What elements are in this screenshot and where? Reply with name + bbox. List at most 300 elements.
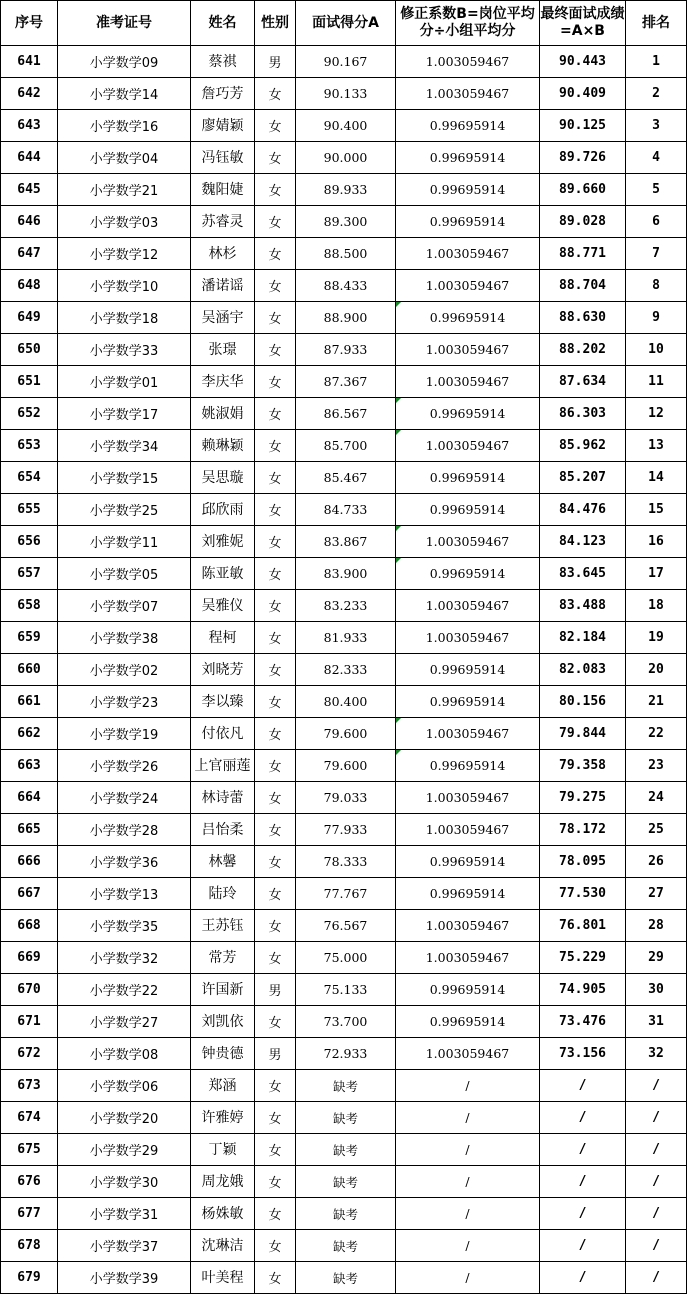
cell-gender-text: 女 [268, 1016, 282, 1031]
cell-coefficient-b-text: 1.003059467 [425, 534, 510, 549]
cell-coefficient-b [396, 398, 540, 430]
cell-final-score-text: 84.476 [559, 502, 606, 517]
cell-exam-id [58, 142, 191, 174]
cell-gender-text: 女 [268, 856, 282, 871]
cell-seq [1, 494, 58, 526]
cell-score-a-text: 85.467 [323, 470, 368, 485]
cell-rank [626, 718, 687, 750]
cell-rank [626, 1198, 687, 1230]
cell-final-score-text: 79.844 [559, 726, 606, 741]
cell-exam-id-text: 小学数学15 [89, 472, 159, 487]
table-row [1, 302, 687, 334]
cell-final-score [540, 590, 626, 622]
cell-final-score-text: 83.488 [559, 598, 606, 613]
cell-final-score [540, 398, 626, 430]
cell-score-a [296, 974, 396, 1006]
cell-exam-id-text: 小学数学29 [89, 1144, 159, 1159]
cell-name [191, 558, 255, 590]
cell-coefficient-b [396, 910, 540, 942]
cell-exam-id-text: 小学数学24 [89, 792, 159, 807]
cell-seq-text: 655 [17, 502, 41, 517]
cell-exam-id-text: 小学数学19 [89, 728, 159, 743]
cell-name [191, 526, 255, 558]
table-row [1, 654, 687, 686]
cell-seq-text: 648 [17, 278, 41, 293]
cell-rank [626, 846, 687, 878]
cell-rank [626, 1070, 687, 1102]
cell-final-score-text: 90.409 [559, 86, 606, 101]
cell-name-text: 周龙娥 [201, 1173, 244, 1190]
cell-score-a [296, 462, 396, 494]
cell-score-a [296, 622, 396, 654]
cell-seq [1, 334, 58, 366]
cell-name-text: 李庆华 [201, 373, 244, 390]
cell-coefficient-b [396, 718, 540, 750]
cell-name [191, 174, 255, 206]
cell-gender [255, 1102, 296, 1134]
cell-score-a [296, 718, 396, 750]
cell-seq [1, 206, 58, 238]
cell-name [191, 78, 255, 110]
cell-gender [255, 1166, 296, 1198]
cell-coefficient-b [396, 974, 540, 1006]
cell-coefficient-b [396, 1038, 540, 1070]
cell-seq-text: 642 [17, 86, 41, 101]
cell-seq-text: 665 [17, 822, 41, 837]
cell-seq [1, 1198, 58, 1230]
cell-name [191, 302, 255, 334]
cell-rank-text: 12 [648, 406, 664, 421]
cell-final-score-text: / [578, 1270, 587, 1285]
cell-name [191, 974, 255, 1006]
cell-gender [255, 782, 296, 814]
cell-score-a-text: 83.867 [323, 534, 368, 549]
cell-rank-text: 26 [648, 854, 664, 869]
cell-exam-id [58, 750, 191, 782]
cell-final-score [540, 78, 626, 110]
cell-score-a [296, 46, 396, 78]
cell-rank-text: / [652, 1238, 660, 1253]
cell-score-a [296, 302, 396, 334]
cell-final-score-text: 88.704 [559, 278, 606, 293]
cell-score-a-text: 缺考 [332, 1142, 358, 1158]
cell-exam-id [58, 334, 191, 366]
cell-rank [626, 974, 687, 1006]
cell-exam-id [58, 974, 191, 1006]
cell-rank-text: 28 [648, 918, 664, 933]
cell-score-a-text: 79.600 [323, 758, 368, 773]
cell-rank-text: 18 [648, 598, 664, 613]
cell-rank [626, 1102, 687, 1134]
cell-coefficient-b-text: 0.99695914 [429, 150, 506, 165]
cell-name [191, 270, 255, 302]
cell-score-a-text: 75.133 [323, 982, 368, 997]
cell-final-score [540, 878, 626, 910]
cell-rank-text: 16 [648, 534, 664, 549]
cell-gender-text: 女 [268, 88, 282, 103]
cell-gender-text: 女 [268, 536, 282, 551]
cell-final-score-text: 89.028 [559, 214, 606, 229]
cell-name [191, 462, 255, 494]
cell-exam-id-text: 小学数学32 [89, 952, 159, 967]
cell-seq [1, 270, 58, 302]
cell-seq [1, 942, 58, 974]
cell-final-score [540, 238, 626, 270]
header-row [1, 1, 687, 46]
cell-name-text: 林馨 [208, 853, 237, 870]
cell-exam-id [58, 494, 191, 526]
table-row [1, 750, 687, 782]
cell-gender-text: 男 [268, 56, 282, 71]
cell-name-text: 上官丽莲 [194, 757, 251, 774]
cell-score-a-text: 84.733 [323, 502, 368, 517]
cell-score-a-text: 89.300 [323, 214, 368, 229]
cell-rank-text: / [652, 1270, 660, 1285]
cell-coefficient-b [396, 46, 540, 78]
cell-coefficient-b-text: 0.99695914 [429, 118, 506, 133]
cell-name [191, 910, 255, 942]
cell-seq-text: 649 [17, 310, 41, 325]
cell-name [191, 878, 255, 910]
header-score-a: 面试得分A [296, 1, 396, 46]
cell-rank-text: 11 [648, 374, 664, 389]
cell-seq-text: 667 [17, 886, 41, 901]
cell-coefficient-b [396, 1166, 540, 1198]
cell-seq-text: 670 [17, 982, 41, 997]
cell-seq-text: 647 [17, 246, 41, 261]
cell-coefficient-b [396, 1070, 540, 1102]
cell-exam-id-text: 小学数学08 [89, 1048, 159, 1063]
cell-exam-id [58, 174, 191, 206]
cell-gender [255, 846, 296, 878]
cell-comment-marker [396, 558, 401, 563]
cell-name-text: 苏睿灵 [201, 213, 244, 230]
cell-rank [626, 590, 687, 622]
cell-seq-text: 672 [17, 1046, 41, 1061]
cell-name-text: 付依凡 [201, 725, 244, 742]
cell-rank [626, 782, 687, 814]
cell-exam-id-text: 小学数学26 [89, 760, 159, 775]
cell-coefficient-b-text: / [465, 1110, 470, 1125]
cell-rank [626, 366, 687, 398]
cell-gender [255, 750, 296, 782]
cell-exam-id [58, 942, 191, 974]
cell-gender-text: 女 [268, 664, 282, 679]
cell-rank-text: / [652, 1174, 660, 1189]
cell-coefficient-b [396, 526, 540, 558]
cell-name-text: 潘诺谣 [201, 277, 244, 294]
cell-final-score [540, 814, 626, 846]
cell-coefficient-b-text: 0.99695914 [429, 406, 506, 421]
cell-comment-marker [396, 302, 401, 307]
cell-exam-id [58, 46, 191, 78]
cell-exam-id [58, 238, 191, 270]
cell-coefficient-b-text: 1.003059467 [425, 342, 510, 357]
cell-gender [255, 462, 296, 494]
cell-rank-text: 25 [648, 822, 664, 837]
cell-seq [1, 1006, 58, 1038]
cell-seq [1, 910, 58, 942]
cell-final-score-text: 76.801 [559, 918, 606, 933]
cell-exam-id [58, 462, 191, 494]
cell-seq [1, 1166, 58, 1198]
cell-coefficient-b [396, 238, 540, 270]
cell-score-a [296, 1038, 396, 1070]
cell-name-text: 廖婧颖 [201, 117, 244, 134]
cell-name-text: 李以臻 [201, 693, 244, 710]
cell-name [191, 398, 255, 430]
cell-name-text: 赖琳颖 [201, 437, 244, 454]
table-row [1, 878, 687, 910]
cell-seq-text: 657 [17, 566, 41, 581]
cell-score-a [296, 750, 396, 782]
cell-name-text: 吴涵宇 [201, 309, 244, 326]
cell-comment-marker [396, 526, 401, 531]
cell-gender [255, 590, 296, 622]
cell-rank-text: 8 [652, 278, 660, 293]
cell-gender [255, 1230, 296, 1262]
cell-coefficient-b-text: 0.99695914 [429, 662, 506, 677]
cell-gender [255, 334, 296, 366]
cell-exam-id [58, 1070, 191, 1102]
cell-coefficient-b-text: 1.003059467 [425, 54, 510, 69]
header-gender: 性别 [255, 1, 296, 46]
cell-rank [626, 526, 687, 558]
cell-coefficient-b-text: 1.003059467 [425, 278, 510, 293]
cell-rank-text: / [652, 1206, 660, 1221]
cell-final-score [540, 558, 626, 590]
cell-gender-text: 女 [268, 1112, 282, 1127]
cell-score-a-text: 缺考 [332, 1174, 358, 1190]
cell-exam-id-text: 小学数学04 [89, 152, 159, 167]
cell-name [191, 1070, 255, 1102]
cell-gender-text: 女 [268, 728, 282, 743]
cell-score-a [296, 558, 396, 590]
cell-score-a-text: 87.367 [323, 374, 368, 389]
cell-gender-text: 女 [268, 696, 282, 711]
cell-exam-id [58, 1230, 191, 1262]
table-row [1, 1006, 687, 1038]
cell-exam-id-text: 小学数学09 [89, 56, 159, 71]
cell-rank-text: 31 [648, 1014, 664, 1029]
cell-exam-id-text: 小学数学07 [89, 600, 159, 615]
cell-score-a [296, 686, 396, 718]
cell-gender-text: 女 [268, 920, 282, 935]
cell-name [191, 1198, 255, 1230]
cell-seq [1, 366, 58, 398]
cell-exam-id-text: 小学数学06 [89, 1080, 159, 1095]
cell-gender [255, 238, 296, 270]
cell-name [191, 846, 255, 878]
cell-gender [255, 814, 296, 846]
cell-exam-id-text: 小学数学10 [89, 280, 159, 295]
cell-name [191, 206, 255, 238]
cell-gender [255, 142, 296, 174]
cell-coefficient-b-text: 1.003059467 [425, 246, 510, 261]
cell-name-text: 丁颖 [208, 1141, 237, 1158]
cell-gender-text: 女 [268, 1176, 282, 1191]
cell-score-a-text: 89.933 [323, 182, 368, 197]
cell-final-score-text: 84.123 [559, 534, 606, 549]
cell-exam-id-text: 小学数学34 [89, 440, 159, 455]
cell-exam-id-text: 小学数学37 [89, 1240, 159, 1255]
cell-coefficient-b [396, 462, 540, 494]
cell-exam-id-text: 小学数学01 [89, 376, 159, 391]
cell-name [191, 46, 255, 78]
cell-seq-text: 643 [17, 118, 41, 133]
cell-score-a-text: 88.500 [323, 246, 368, 261]
cell-final-score [540, 302, 626, 334]
cell-score-a [296, 1166, 396, 1198]
cell-final-score [540, 494, 626, 526]
cell-final-score [540, 334, 626, 366]
cell-seq-text: 669 [17, 950, 41, 965]
cell-rank [626, 78, 687, 110]
cell-final-score-text: / [578, 1206, 587, 1221]
cell-coefficient-b-text: 0.99695914 [429, 310, 506, 325]
cell-final-score-text: 77.530 [559, 886, 606, 901]
cell-rank-text: / [652, 1078, 660, 1093]
cell-gender-text: 女 [268, 632, 282, 647]
cell-name-text: 张璟 [208, 341, 237, 358]
cell-score-a [296, 174, 396, 206]
cell-score-a [296, 78, 396, 110]
cell-gender [255, 430, 296, 462]
cell-exam-id [58, 1038, 191, 1070]
cell-score-a [296, 110, 396, 142]
cell-exam-id-text: 小学数学16 [89, 120, 159, 135]
cell-name-text: 陆玲 [208, 885, 237, 902]
cell-rank [626, 1038, 687, 1070]
cell-exam-id-text: 小学数学25 [89, 504, 159, 519]
cell-rank [626, 558, 687, 590]
table-row [1, 1134, 687, 1166]
cell-gender [255, 1006, 296, 1038]
cell-final-score-text: 73.476 [559, 1014, 606, 1029]
cell-coefficient-b [396, 1230, 540, 1262]
cell-exam-id [58, 1006, 191, 1038]
cell-exam-id [58, 398, 191, 430]
cell-seq-text: 663 [17, 758, 41, 773]
cell-exam-id-text: 小学数学02 [89, 664, 159, 679]
cell-exam-id [58, 622, 191, 654]
cell-final-score [540, 846, 626, 878]
cell-final-score-text: 90.443 [559, 54, 606, 69]
cell-name-text: 王苏钰 [201, 917, 244, 934]
cell-final-score-text: 86.303 [559, 406, 606, 421]
cell-gender [255, 910, 296, 942]
cell-coefficient-b-text: 0.99695914 [429, 214, 506, 229]
table-row [1, 910, 687, 942]
cell-comment-marker [396, 718, 401, 723]
cell-name [191, 1166, 255, 1198]
cell-score-a [296, 494, 396, 526]
cell-score-a-text: 79.600 [323, 726, 368, 741]
cell-coefficient-b [396, 1102, 540, 1134]
cell-exam-id [58, 654, 191, 686]
cell-rank-text: 15 [648, 502, 664, 517]
cell-score-a-text: 73.700 [323, 1014, 368, 1029]
cell-gender-text: 女 [268, 184, 282, 199]
cell-coefficient-b [396, 270, 540, 302]
cell-rank [626, 1262, 687, 1294]
table-row [1, 1166, 687, 1198]
cell-gender [255, 942, 296, 974]
cell-coefficient-b [396, 174, 540, 206]
cell-name-text: 林杉 [208, 245, 237, 262]
cell-score-a-text: 87.933 [323, 342, 368, 357]
cell-rank-text: 5 [652, 182, 660, 197]
cell-exam-id [58, 206, 191, 238]
cell-rank [626, 942, 687, 974]
cell-seq-text: 651 [17, 374, 41, 389]
cell-coefficient-b [396, 334, 540, 366]
cell-name [191, 238, 255, 270]
cell-name [191, 430, 255, 462]
table-row [1, 398, 687, 430]
cell-seq [1, 398, 58, 430]
cell-exam-id-text: 小学数学28 [89, 824, 159, 839]
cell-exam-id-text: 小学数学11 [89, 536, 159, 551]
cell-rank-text: 9 [652, 310, 660, 325]
cell-exam-id-text: 小学数学22 [89, 984, 159, 999]
cell-name-text: 钟贵德 [201, 1045, 244, 1062]
cell-gender-text: 女 [268, 952, 282, 967]
cell-name-text: 吕怡柔 [201, 821, 244, 838]
cell-coefficient-b-text: 1.003059467 [425, 86, 510, 101]
cell-gender [255, 974, 296, 1006]
cell-gender [255, 366, 296, 398]
cell-seq-text: 662 [17, 726, 41, 741]
cell-score-a-text: 缺考 [332, 1270, 358, 1286]
cell-rank [626, 814, 687, 846]
cell-gender [255, 1070, 296, 1102]
cell-coefficient-b [396, 1198, 540, 1230]
cell-rank-text: 14 [648, 470, 664, 485]
cell-rank-text: 19 [648, 630, 664, 645]
cell-final-score-text: / [578, 1174, 587, 1189]
cell-seq [1, 654, 58, 686]
cell-exam-id [58, 878, 191, 910]
cell-coefficient-b [396, 558, 540, 590]
cell-exam-id-text: 小学数学39 [89, 1272, 159, 1287]
cell-rank-text: 7 [652, 246, 660, 261]
cell-name [191, 942, 255, 974]
cell-score-a [296, 1006, 396, 1038]
cell-coefficient-b-text: 0.99695914 [429, 886, 506, 901]
cell-exam-id [58, 302, 191, 334]
cell-coefficient-b [396, 846, 540, 878]
cell-rank-text: 20 [648, 662, 664, 677]
cell-rank [626, 334, 687, 366]
cell-coefficient-b [396, 206, 540, 238]
cell-rank [626, 206, 687, 238]
table-row [1, 494, 687, 526]
cell-seq-text: 664 [17, 790, 41, 805]
cell-coefficient-b-text: / [465, 1270, 470, 1285]
cell-seq [1, 526, 58, 558]
cell-seq [1, 462, 58, 494]
cell-exam-id [58, 590, 191, 622]
cell-name [191, 814, 255, 846]
cell-seq [1, 846, 58, 878]
cell-score-a-text: 80.400 [323, 694, 368, 709]
cell-coefficient-b [396, 590, 540, 622]
cell-exam-id-text: 小学数学12 [89, 248, 159, 263]
cell-final-score-text: / [578, 1238, 587, 1253]
cell-score-a-text: 缺考 [332, 1206, 358, 1222]
cell-exam-id-text: 小学数学27 [89, 1016, 159, 1031]
